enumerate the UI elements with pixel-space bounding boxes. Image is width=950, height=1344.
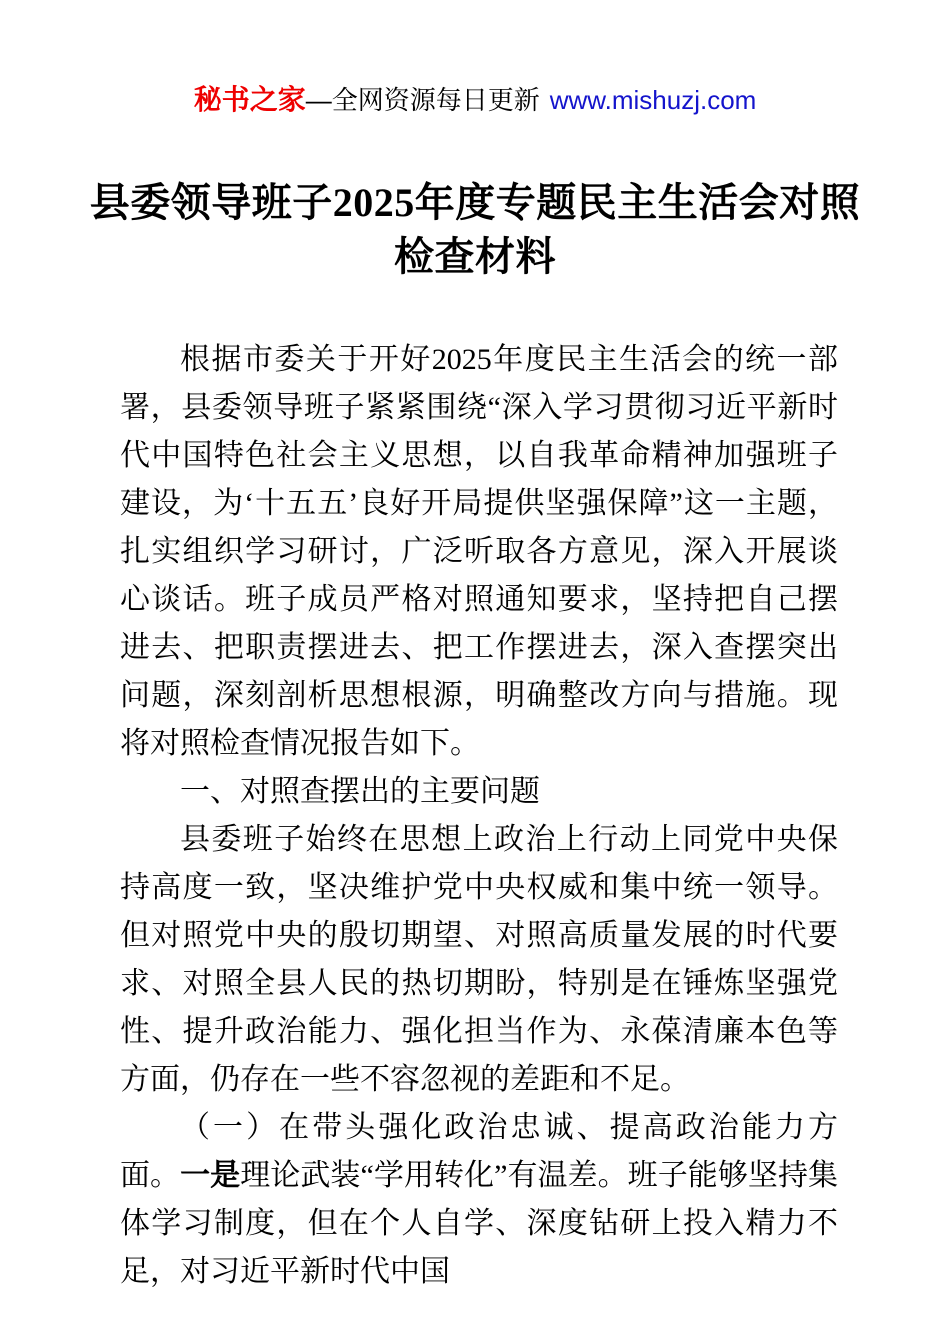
text-run: 理论武装“学用转化”有温差。班子能够坚持集体学习制度，但在个人自学、深度钻研上投入精力不足，对习近平新时代中国: [120, 1159, 839, 1288]
text-run: 一、对照查摆出的主要问题: [180, 775, 540, 808]
text-run: 县委班子始终在思想上政治上行动上同党中央保持高度一致，坚决维护党中央权威和集中统一领导。但对照党中央的殷切期望、对照高质量发展的时代要求、对照全县人民的热切期盼，特别是在锤炼坚强党性、提升政治能力、强化担当作为、永葆清廉本色等方面，仍存在一些不容忽视的差距和不足。: [120, 823, 838, 1096]
document-body: [120, 336, 838, 1296]
section-heading: [120, 768, 838, 816]
body-paragraph: [120, 816, 838, 1104]
document-title: 县委领导班子2025年度专题民主生活会对照检查材料: [89, 180, 861, 279]
body-paragraph: [120, 1104, 838, 1296]
text-run: （一）在带头强化政治忠诚、提高政治能力方面。: [120, 1111, 838, 1192]
body-paragraph: [120, 336, 838, 768]
site-tagline: —全网资源每日更新: [305, 85, 540, 115]
site-url-link[interactable]: www.mishuzj.com: [549, 85, 757, 115]
site-header: [0, 84, 950, 116]
text-run: 根据市委关于开好2025年度民主生活会的统一部署，县委领导班子紧紧围绕“深入学习贯彻习近平新时代中国特色社会主义思想，以自我革命精神加强班子建设，为‘十五五’良好开局提供坚强保障”这一主题，扎实组织学习研讨，广泛听取各方意见，深入开展谈心谈话。班子成员严格对照通知要求，坚持把自己摆进去、把职责摆进去、把工作摆进去，深入查摆突出问题，深刻剖析思想根源，明确整改方向与措施。现将对照检查情况报告如下。: [120, 343, 838, 760]
bold-text-run: 一是: [180, 1159, 241, 1192]
site-brand: 秘书之家: [193, 84, 306, 115]
